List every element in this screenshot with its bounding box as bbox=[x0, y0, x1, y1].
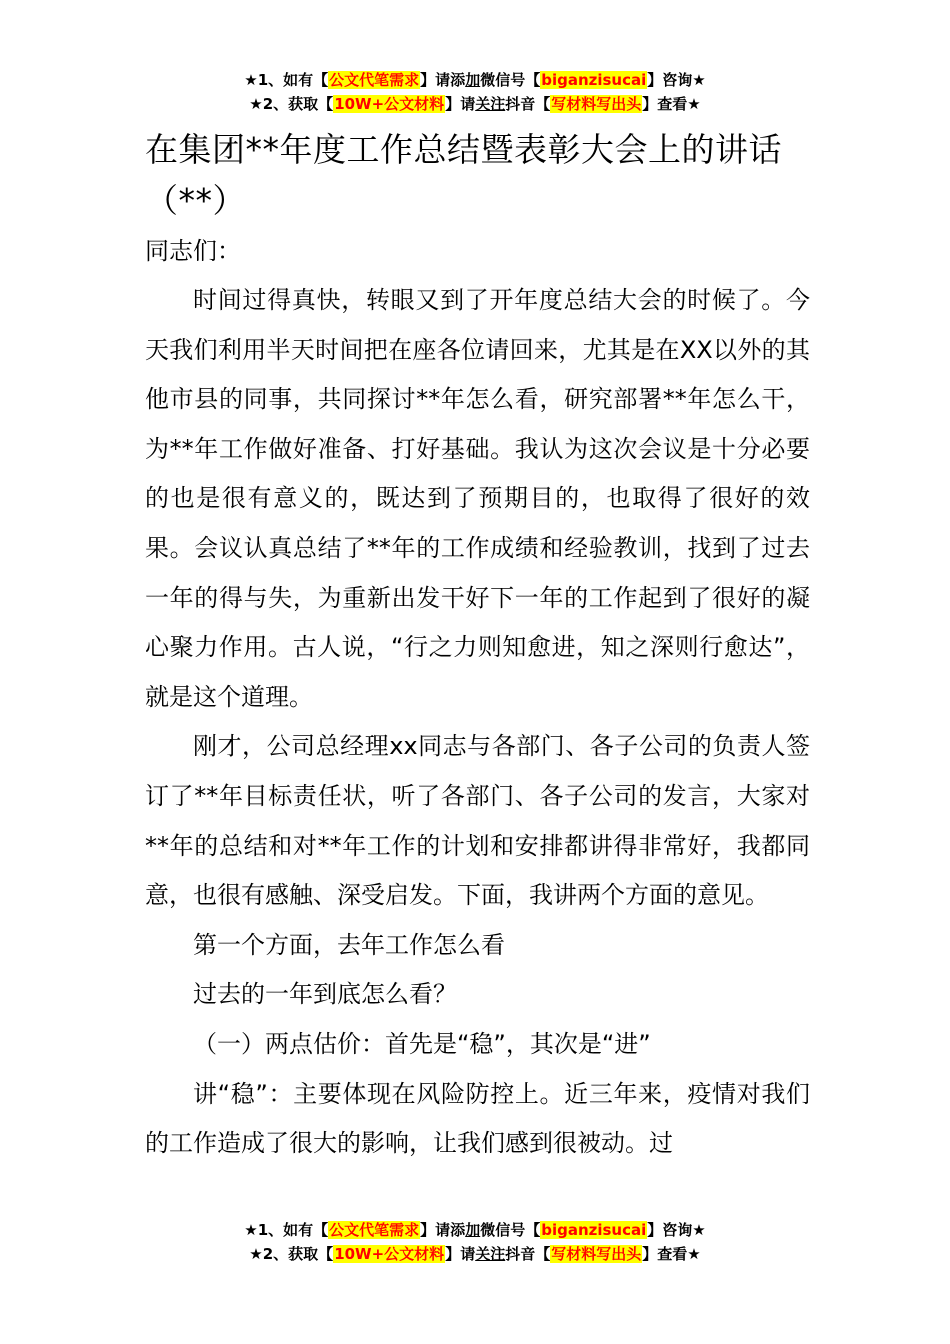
highlight-materials: 10W+公文材料 bbox=[334, 95, 445, 113]
paragraph: 时间过得真快，转眼又到了开年度总结大会的时候了。今天我们利用半天时间把在座各位请回来，尤其是在XX以外的其他市县的同事，共同探讨**年怎么看，研究部署**年怎么干，为**年工作做好准备、打好基础。我认为这次会议是十分必要的也是很有意义的，既达到了预期目的，也取得了很好的效果。会议认真总结了**年的工作成绩和经验教训，找到了过去一年的得与失，为重新出发干好下一年的工作起到了很好的凝心聚力作用。古人说，“行之力则知愈进，知之深则行愈达”，就是这个道理。 bbox=[145, 286, 810, 711]
highlight-douyin-account: 写材料写出头 bbox=[551, 1245, 642, 1263]
promo-line-2: ★2、获取【10W+公文材料】请关注抖音【写材料写出头】查看★ bbox=[249, 1245, 701, 1263]
section-heading: 第一个方面，去年工作怎么看 bbox=[193, 930, 505, 959]
highlight-wechat-id: biganzisucai bbox=[541, 1221, 647, 1239]
highlight-service: 公文代笔需求 bbox=[329, 1221, 420, 1239]
paragraph: 刚才，公司总经理xx同志与各部门、各子公司的负责人签订了**年目标责任状，听了各部门、各子公司的发言，大家对**年的总结和对**年工作的计划和安排都讲得非常好，我都同意，也很有感触、深受启发。下面，我讲两个方面的意见。 bbox=[145, 732, 810, 910]
promo-line-2: ★2、获取【10W+公文材料】请关注抖音【写材料写出头】查看★ bbox=[249, 95, 701, 113]
section-question: 过去的一年到底怎么看？ bbox=[193, 980, 457, 1009]
salutation: 同志们： bbox=[145, 237, 241, 265]
promo-line-1: ★1、如有【公文代笔需求】请添加微信号【biganzisucai】咨询★ bbox=[244, 1221, 706, 1239]
highlight-materials: 10W+公文材料 bbox=[334, 1245, 445, 1263]
promo-banner-bottom bbox=[0, 1218, 950, 1266]
document-body bbox=[145, 124, 810, 1169]
promo-line-1: ★1、如有【公文代笔需求】请添加微信号【biganzisucai】咨询★ bbox=[244, 71, 706, 89]
promo-banner-top bbox=[0, 68, 950, 116]
paragraph: 讲“稳”：主要体现在风险防控上。近三年来，疫情对我们的工作造成了很大的影响，让我们感到很被动。过 bbox=[145, 1079, 810, 1158]
subsection-heading: （一）两点估价：首先是“稳”，其次是“进” bbox=[193, 1029, 651, 1058]
highlight-douyin-account: 写材料写出头 bbox=[551, 95, 642, 113]
highlight-service: 公文代笔需求 bbox=[329, 71, 420, 89]
document-title: 在集团**年度工作总结暨表彰大会上的讲话（**） bbox=[145, 130, 782, 220]
highlight-wechat-id: biganzisucai bbox=[541, 71, 647, 89]
